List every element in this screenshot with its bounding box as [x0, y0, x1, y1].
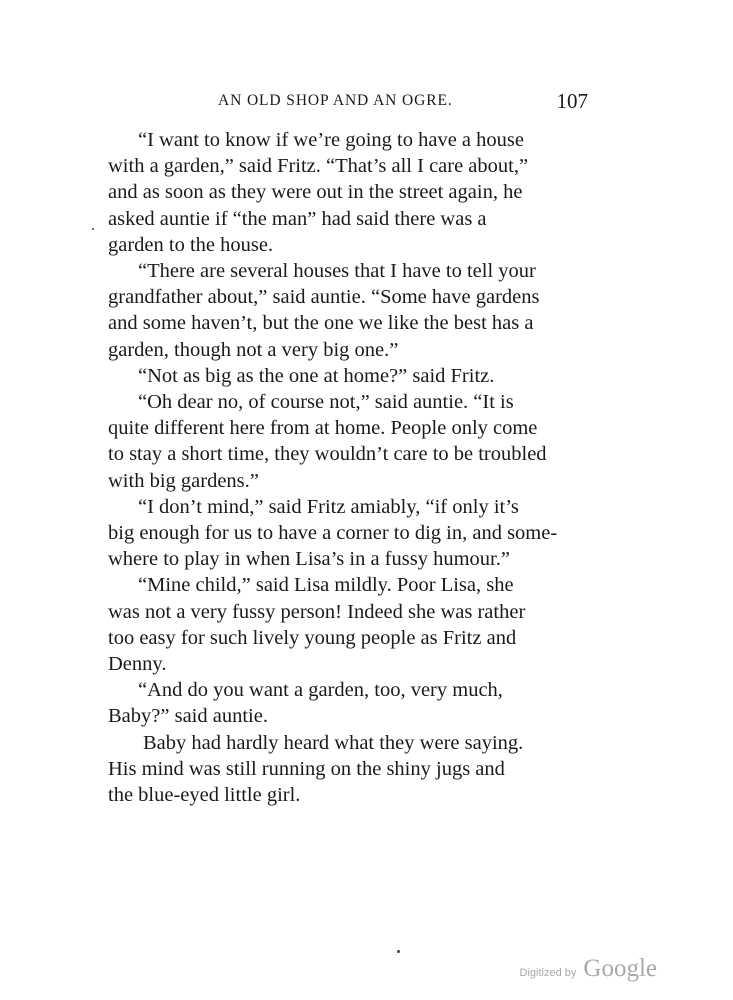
scan-speck: [397, 950, 400, 953]
paragraph: Baby had hardly heard what they were saying. His mind was still running on the shiny jugs and the blue-eyed little girl.: [108, 731, 524, 807]
paragraph: “Oh dear no, of course not,” said auntie. “It is quite different here from at home. People only come to stay a short time, they wouldn’t care to be troubled with big gardens.”: [108, 391, 547, 492]
paragraph: “Not as big as the one at home?” said Fritz.: [138, 364, 495, 387]
paragraph: “There are several houses that I have to tell your grandfather about,” said auntie. “Some have gardens and some haven’t, but the one we like the best has a garden, though not a very big one.”: [108, 260, 540, 361]
paragraph: “I don’t mind,” said Fritz amiably, “if only it’s big enough for us to have a corner to dig in, and some- where to play in when Lisa’s in a fussy humour.”: [108, 495, 558, 571]
scan-speck: [92, 228, 94, 230]
watermark-prefix: Digitized by: [519, 967, 577, 979]
paragraph: “I want to know if we’re going to have a house with a garden,” said Fritz. “That’s all I care about,” and as soon as they were out in the street again, he asked auntie if “the man” had said there was a garden to the house.: [108, 129, 529, 256]
paragraph: “And do you want a garden, too, very much, Baby?” said auntie.: [108, 679, 503, 728]
digitized-watermark: [520, 955, 657, 983]
page-header: [108, 89, 588, 116]
paragraph: “Mine child,” said Lisa mildly. Poor Lisa, she was not a very fussy person! Indeed she was rather too easy for such lively young people as Fritz and Denny.: [108, 574, 526, 676]
running-head: AN OLD SHOP AND AN OGRE.: [218, 92, 453, 109]
page-number: 107: [556, 89, 588, 113]
body-text: [108, 127, 588, 808]
watermark-brand: Google: [583, 955, 657, 982]
